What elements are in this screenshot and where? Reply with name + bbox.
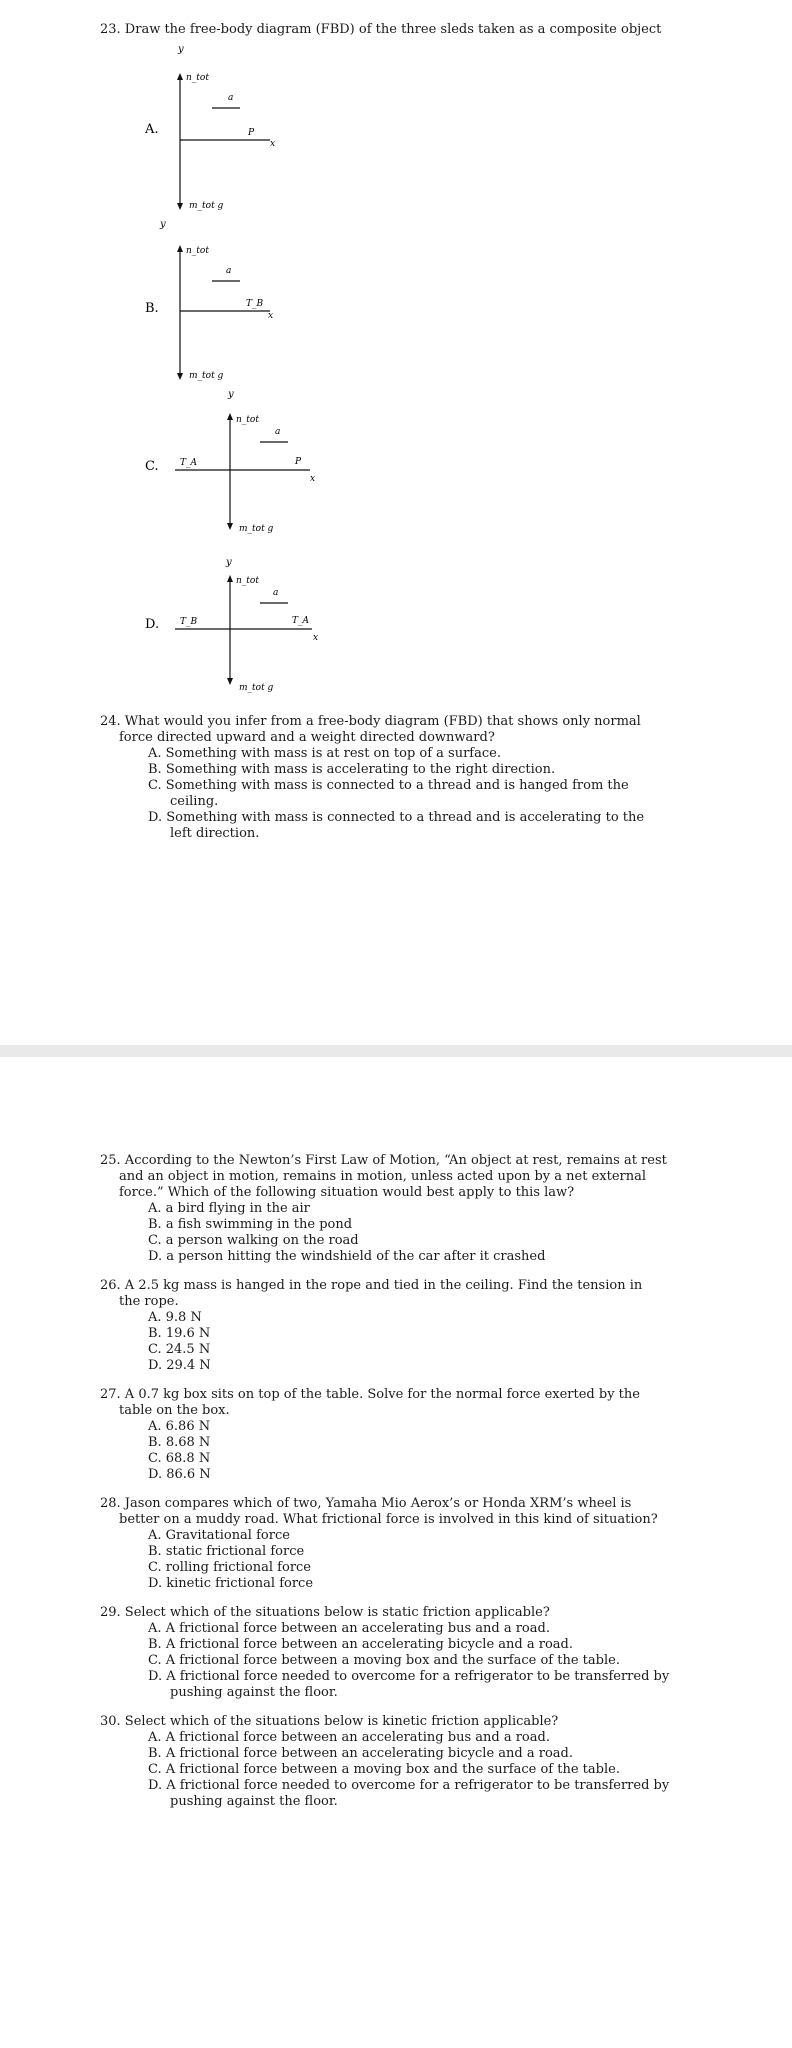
fbd-d-x-label: x (313, 633, 319, 643)
fbd-d-left-force-label: T_B (180, 617, 198, 627)
fbd-b (130, 215, 300, 390)
fbd-a-n-label: n_tot (186, 73, 209, 83)
fbd-d-w-label: m_tot g (239, 683, 274, 693)
q30-option-b: B. A frictional force between an accelerating bicycle and a road. (148, 1746, 574, 1761)
q28-option-b: B. static frictional force (148, 1544, 305, 1559)
fbd-b-y-label: y (160, 219, 166, 230)
fbd-a-w-label: m_tot g (189, 201, 224, 211)
fbd-a-n-arrow (177, 73, 183, 80)
q29-option-d-line-1: D. A frictional force needed to overcome for a refrigerator to be transferred by (148, 1669, 670, 1684)
fbd-d-letter: D. (145, 617, 160, 632)
q24-stem-line-2: force directed upward and a weight directed downward? (119, 730, 495, 745)
q29-stem: 29. Select which of the situations below is static friction applicable? (100, 1605, 550, 1620)
q27-option-c: C. 68.8 N (148, 1451, 211, 1466)
q25-option-d: D. a person hitting the windshield of the car after it crashed (148, 1249, 546, 1264)
q29-option-b: B. A frictional force between an accelerating bicycle and a road. (148, 1637, 574, 1652)
fbd-c-a-label: a (275, 427, 281, 437)
fbd-c-y-label: y (228, 389, 234, 400)
q26-stem-line-2: the rope. (119, 1294, 179, 1309)
fbd-c-left-force-label: T_A (180, 458, 198, 468)
fbd-b-n-arrow (177, 245, 183, 252)
q24-option-c-line-2: ceiling. (170, 794, 219, 809)
q23-stem: 23. Draw the free-body diagram (FBD) of the three sleds taken as a composite object (100, 22, 662, 37)
fbd-a (130, 40, 300, 225)
fbd-d-n-arrow (227, 575, 233, 582)
fbd-d-w-arrow (227, 678, 233, 685)
fbd-d-force-label: T_A (292, 616, 310, 626)
q28-stem-line-2: better on a muddy road. What frictional force is involved in this kind of situation? (119, 1512, 658, 1527)
q27-stem-line-1: 27. A 0.7 kg box sits on top of the table. Solve for the normal force exerted by the (100, 1387, 640, 1402)
fbd-a-y-label: y (178, 44, 184, 55)
fbd-c-n-label: n_tot (236, 415, 259, 425)
q24-option-a: A. Something with mass is at rest on top of a surface. (148, 746, 501, 761)
q25-option-b: B. a fish swimming in the pond (148, 1217, 353, 1232)
q26-option-d: D. 29.4 N (148, 1358, 211, 1373)
q26-stem-line-1: 26. A 2.5 kg mass is hanged in the rope and tied in the ceiling. Find the tension in (100, 1278, 643, 1293)
q28-option-d: D. kinetic frictional force (148, 1576, 314, 1591)
fbd-a-a-label: a (228, 93, 234, 103)
q29-option-d-line-2: pushing against the floor. (170, 1685, 338, 1700)
q28-option-a: A. Gravitational force (148, 1528, 290, 1543)
q26-option-a: A. 9.8 N (148, 1310, 202, 1325)
q30-option-d-line-1: D. A frictional force needed to overcome for a refrigerator to be transferred by (148, 1778, 670, 1793)
q25-stem-line-1: 25. According to the Newton’s First Law of Motion, “An object at rest, remains at rest (100, 1153, 667, 1168)
fbd-a-letter: A. (145, 122, 159, 137)
q24-option-d-line-1: D. Something with mass is connected to a thread and is accelerating to the (148, 810, 645, 825)
fbd-c-x-label: x (310, 474, 316, 484)
q29-option-a: A. A frictional force between an accelerating bus and a road. (148, 1621, 550, 1636)
fbd-d-a-label: a (273, 588, 279, 598)
q29-option-c: C. A frictional force between a moving box and the surface of the table. (148, 1653, 620, 1668)
q27-option-b: B. 8.68 N (148, 1435, 211, 1450)
q24-option-b: B. Something with mass is accelerating to the right direction. (148, 762, 556, 777)
q30-stem: 30. Select which of the situations below is kinetic friction applicable? (100, 1714, 559, 1729)
q25-option-c: C. a person walking on the road (148, 1233, 359, 1248)
q28-option-c: C. rolling frictional force (148, 1560, 312, 1575)
fbd-c-w-label: m_tot g (239, 524, 274, 534)
fbd-d-y-label: y (226, 557, 232, 568)
page-2 (0, 1057, 792, 2048)
q30-option-c: C. A frictional force between a moving box and the surface of the table. (148, 1762, 620, 1777)
q26-option-b: B. 19.6 N (148, 1326, 211, 1341)
fbd-a-force-label: P (248, 128, 255, 138)
fbd-c-force-label: P (295, 457, 302, 467)
q27-stem-line-2: table on the box. (119, 1403, 230, 1418)
fbd-b-letter: B. (145, 301, 159, 316)
fbd-a-w-arrow (177, 203, 183, 210)
fbd-b-a-label: a (226, 266, 232, 276)
fbd-b-w-label: m_tot g (189, 371, 224, 381)
fbd-c-letter: C. (145, 459, 159, 474)
fbd-c-w-arrow (227, 523, 233, 530)
fbd-c-n-arrow (227, 413, 233, 420)
q25-option-a: A. a bird flying in the air (148, 1201, 310, 1216)
q30-option-d-line-2: pushing against the floor. (170, 1794, 338, 1809)
q25-stem-line-3: force.” Which of the following situation would best apply to this law? (119, 1185, 575, 1200)
fbd-b-w-arrow (177, 373, 183, 380)
fbd-d (130, 555, 330, 705)
q27-option-a: A. 6.86 N (148, 1419, 211, 1434)
fbd-a-x-label: x (270, 139, 276, 149)
q26-option-c: C. 24.5 N (148, 1342, 211, 1357)
q25-stem-line-2: and an object in motion, remains in motion, unless acted upon by a net external (119, 1169, 647, 1184)
q30-option-a: A. A frictional force between an accelerating bus and a road. (148, 1730, 550, 1745)
fbd-d-n-label: n_tot (236, 576, 259, 586)
fbd-b-force-label: T_B (246, 299, 264, 309)
page-separator (0, 1045, 792, 1057)
fbd-b-n-label: n_tot (186, 246, 209, 256)
q27-option-d: D. 86.6 N (148, 1467, 211, 1482)
q24-option-c-line-1: C. Something with mass is connected to a thread and is hanged from the (148, 778, 629, 793)
q28-stem-line-1: 28. Jason compares which of two, Yamaha Mio Aerox’s or Honda XRM’s wheel is (100, 1496, 632, 1511)
fbd-c (130, 385, 330, 550)
q24-option-d-line-2: left direction. (170, 826, 260, 841)
q24-stem-line-1: 24. What would you infer from a free-body diagram (FBD) that shows only normal (100, 714, 641, 729)
fbd-b-x-label: x (268, 311, 274, 321)
